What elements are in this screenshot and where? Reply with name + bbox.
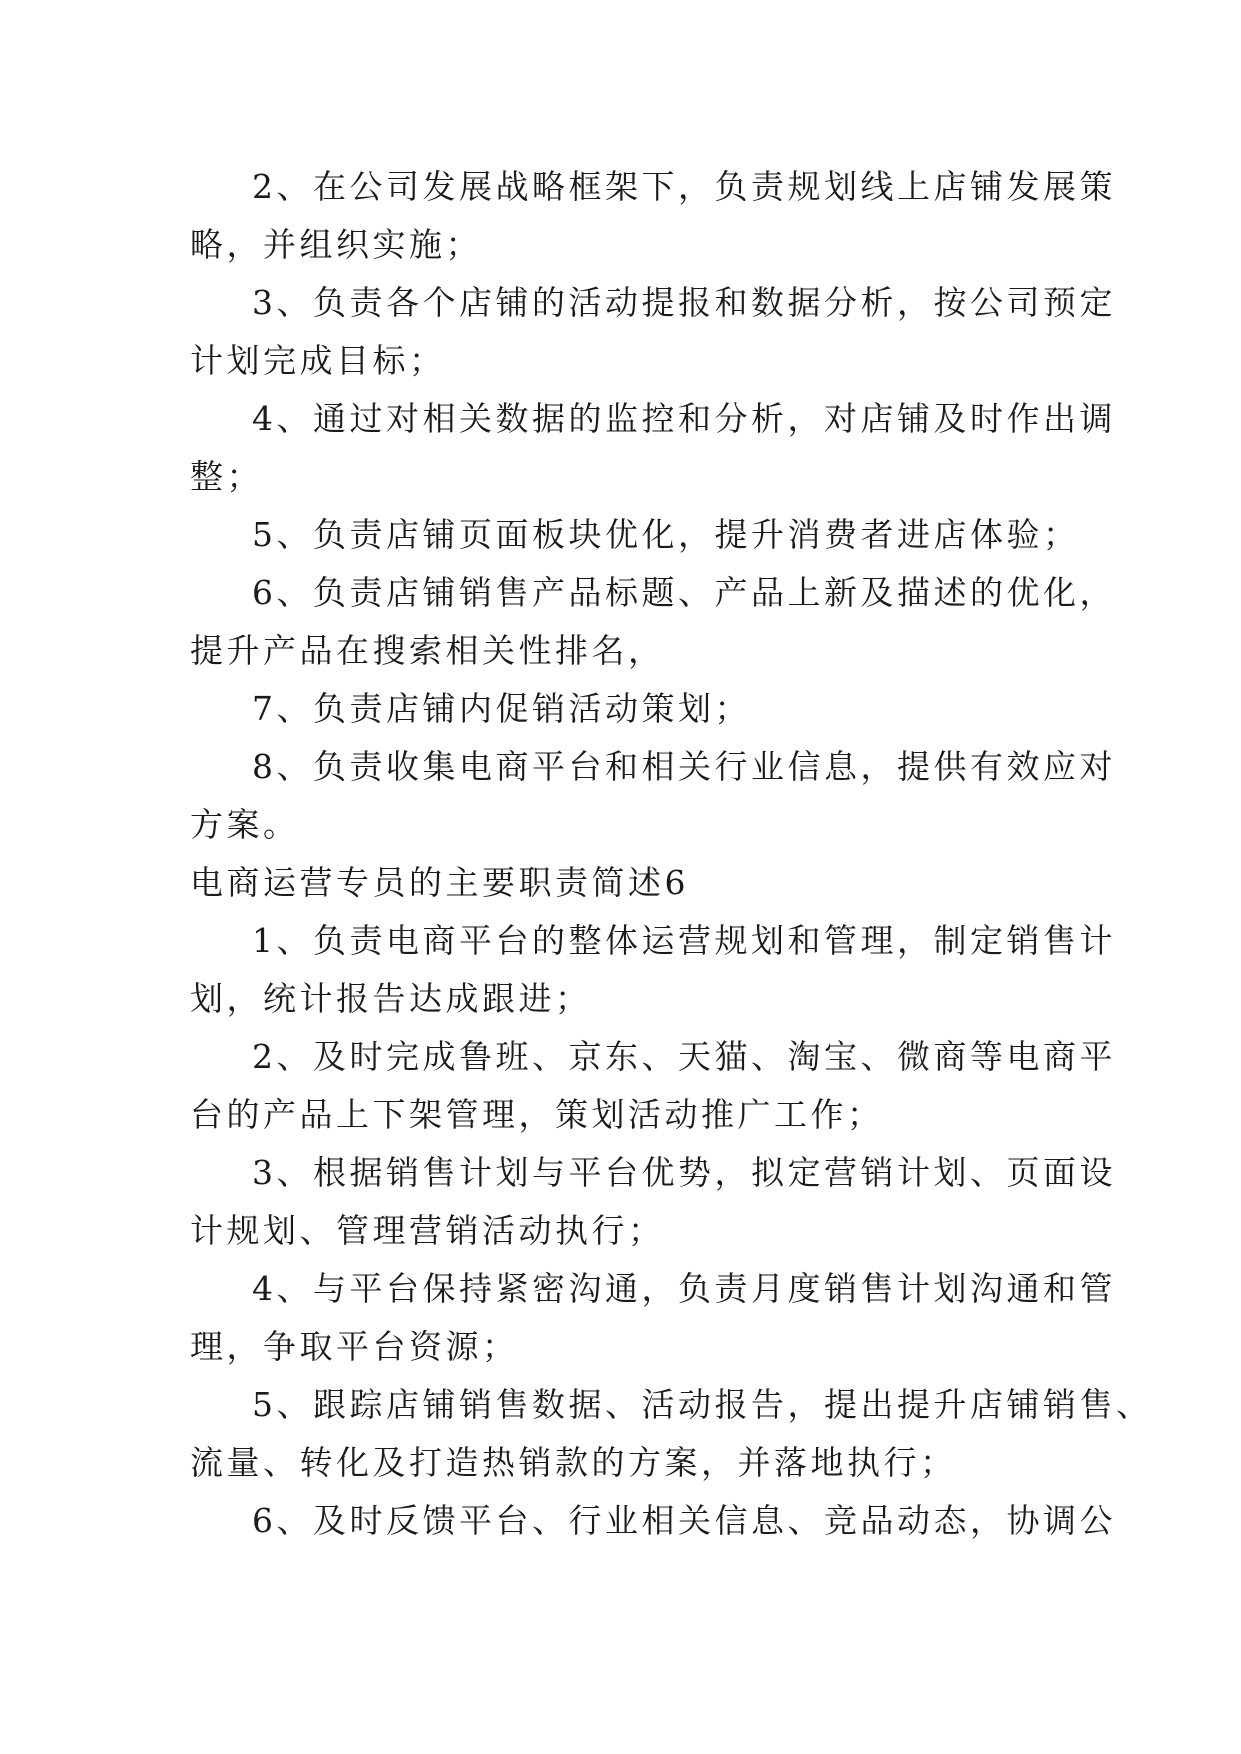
text-line: 提升产品在搜索相关性排名， — [190, 631, 665, 670]
text-line: 2、及时完成鲁班、京东、天猫、淘宝、微商等电商平 — [252, 1037, 1116, 1076]
text-line: 4、通过对相关数据的监控和分析，对店铺及时作出调 — [252, 399, 1116, 438]
text-line: 4、与平台保持紧密沟通，负责月度销售计划沟通和管 — [252, 1269, 1116, 1308]
text-line: 3、负责各个店铺的活动提报和数据分析，按公司预定 — [252, 283, 1116, 322]
text-line: 略，并组织实施； — [190, 225, 482, 264]
text-line: 3、根据销售计划与平台优势，拟定营销计划、页面设 — [252, 1153, 1116, 1192]
text-line: 整； — [190, 457, 263, 496]
text-line: 5、负责店铺页面板块优化，提升消费者进店体验； — [252, 515, 1080, 554]
text-line: 计规划、管理营销活动执行； — [190, 1211, 665, 1250]
document-text-block — [190, 158, 1153, 1550]
text-line: 方案。 — [190, 805, 300, 844]
text-line: 计划完成目标； — [190, 341, 446, 380]
text-line: 5、跟踪店铺销售数据、活动报告，提出提升店铺销售、 — [252, 1385, 1153, 1424]
text-line: 理，争取平台资源； — [190, 1327, 519, 1366]
text-line: 台的产品上下架管理，策划活动推广工作； — [190, 1095, 884, 1134]
text-line: 流量、转化及打造热销款的方案，并落地执行； — [190, 1443, 957, 1482]
text-line: 7、负责店铺内促销活动策划； — [252, 689, 751, 728]
text-line: 8、负责收集电商平台和相关行业信息，提供有效应对 — [252, 747, 1116, 786]
text-line: 6、负责店铺销售产品标题、产品上新及描述的优化， — [252, 573, 1116, 612]
text-line: 划，统计报告达成跟进； — [190, 979, 592, 1018]
text-line: 6、及时反馈平台、行业相关信息、竞品动态，协调公 — [252, 1501, 1116, 1540]
text-line: 2、在公司发展战略框架下，负责规划线上店铺发展策 — [252, 167, 1116, 206]
text-line: 1、负责电商平台的整体运营规划和管理，制定销售计 — [252, 921, 1116, 960]
section-heading: 电商运营专员的主要职责简述6 — [190, 863, 689, 902]
